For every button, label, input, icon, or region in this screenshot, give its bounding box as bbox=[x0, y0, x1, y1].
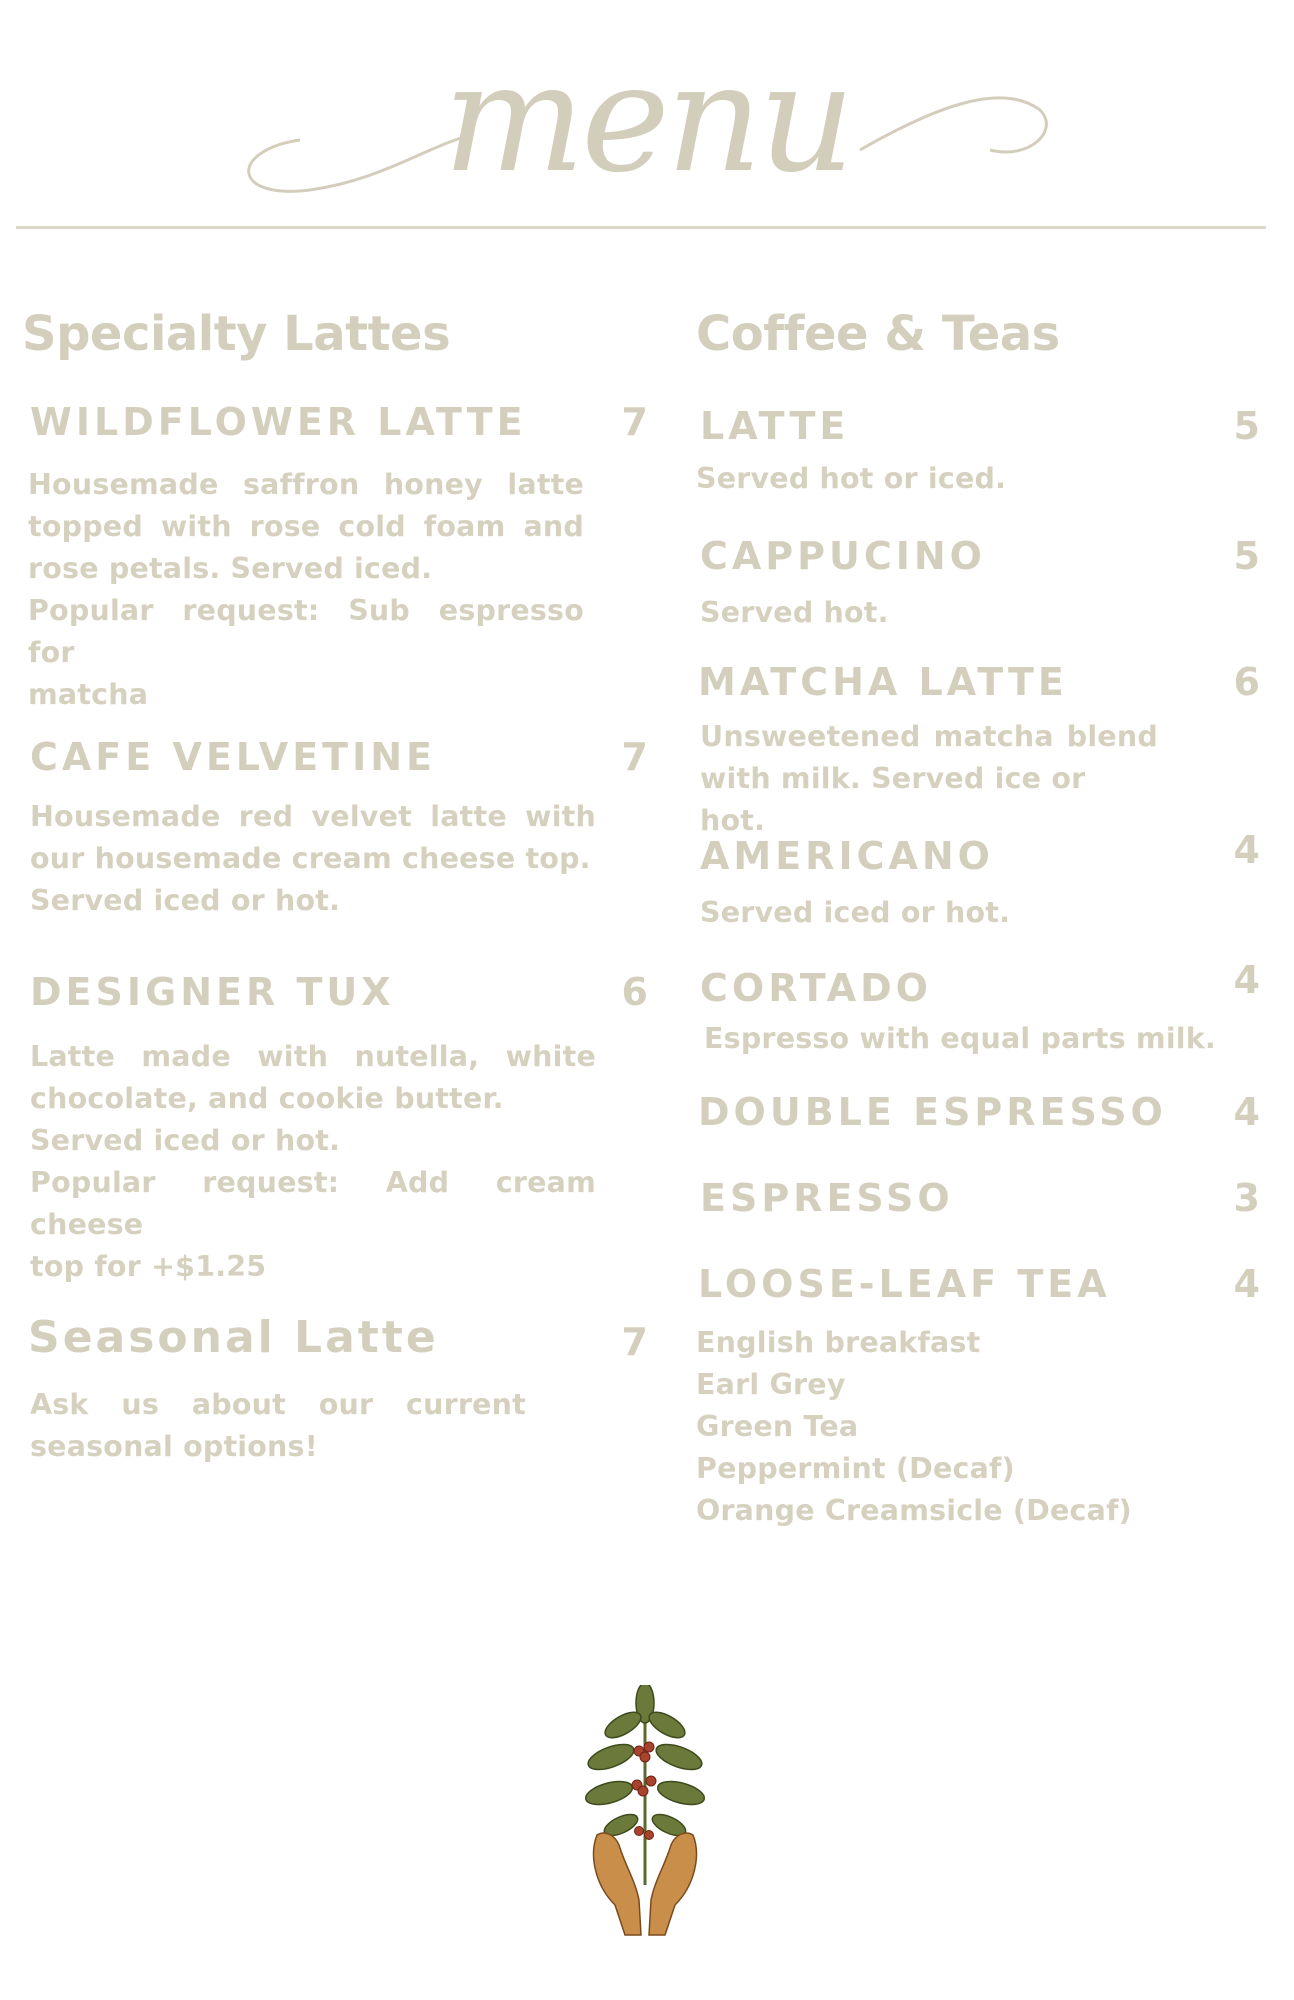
section-heading-specialty-lattes: Specialty Lattes bbox=[22, 306, 451, 362]
item-description: Housemade red velvet latte with our housemade cream cheese top. Served iced or hot. bbox=[30, 800, 596, 917]
item-description: Served hot. bbox=[700, 596, 889, 629]
item-price: 5 bbox=[1233, 404, 1260, 448]
item-name: MATCHA LATTE bbox=[698, 660, 1068, 704]
item-price: 7 bbox=[621, 735, 648, 779]
tea-option: English breakfast bbox=[696, 1326, 981, 1359]
item-price: 4 bbox=[1233, 1262, 1260, 1306]
item-price: 5 bbox=[1233, 534, 1260, 578]
item-description: Latte made with nutella, white chocolate, and cookie butter. Served iced or hot. Popular request: Add cream cheese top for +$1.25 bbox=[30, 1040, 596, 1283]
item-name: ESPRESSO bbox=[700, 1176, 954, 1220]
item-description: Espresso with equal parts milk. bbox=[704, 1022, 1216, 1055]
item-name: LATTE bbox=[700, 404, 850, 448]
menu-title-script bbox=[0, 40, 1294, 220]
item-price: 4 bbox=[1233, 1090, 1260, 1134]
item-description: Ask us about our current seasonal options! bbox=[30, 1388, 526, 1463]
item-price: 3 bbox=[1233, 1176, 1260, 1220]
item-description: Unsweetened matcha blend with milk. Served ice or hot. bbox=[700, 720, 1158, 837]
item-name: WILDFLOWER LATTE bbox=[30, 400, 527, 444]
title-divider bbox=[16, 226, 1266, 229]
item-name: LOOSE-LEAF TEA bbox=[698, 1262, 1111, 1306]
tea-option: Earl Grey bbox=[696, 1368, 846, 1401]
section-heading-coffee-teas: Coffee & Teas bbox=[696, 306, 1060, 362]
item-price: 4 bbox=[1233, 958, 1260, 1002]
item-name: Seasonal Latte bbox=[28, 1312, 439, 1363]
item-price: 6 bbox=[1233, 660, 1260, 704]
item-name: CORTADO bbox=[700, 966, 932, 1010]
tea-option: Peppermint (Decaf) bbox=[696, 1452, 1015, 1485]
tea-option: Green Tea bbox=[696, 1410, 859, 1443]
tea-option: Orange Creamsicle (Decaf) bbox=[696, 1494, 1132, 1527]
menu-title bbox=[0, 40, 1294, 220]
item-price: 4 bbox=[1233, 828, 1260, 872]
item-name: AMERICANO bbox=[700, 834, 994, 878]
item-price: 7 bbox=[621, 400, 648, 444]
coffee-plant-in-hands-icon bbox=[575, 1685, 715, 1945]
item-name: DOUBLE ESPRESSO bbox=[698, 1090, 1167, 1134]
item-description: Housemade saffron honey latte topped with rose cold foam and rose petals. Served iced. Popular request: Sub espresso for matcha bbox=[28, 468, 584, 711]
item-name: DESIGNER TUX bbox=[30, 970, 395, 1014]
item-name: CAFE VELVETINE bbox=[30, 735, 436, 779]
tea-options-list bbox=[696, 1322, 1216, 1532]
item-price: 7 bbox=[621, 1320, 648, 1364]
item-description: Served hot or iced. bbox=[696, 462, 1007, 495]
item-description: Served iced or hot. bbox=[700, 896, 1011, 929]
svg-text:menu: menu bbox=[442, 40, 852, 206]
item-price: 6 bbox=[621, 970, 648, 1014]
item-name: CAPPUCINO bbox=[700, 534, 986, 578]
